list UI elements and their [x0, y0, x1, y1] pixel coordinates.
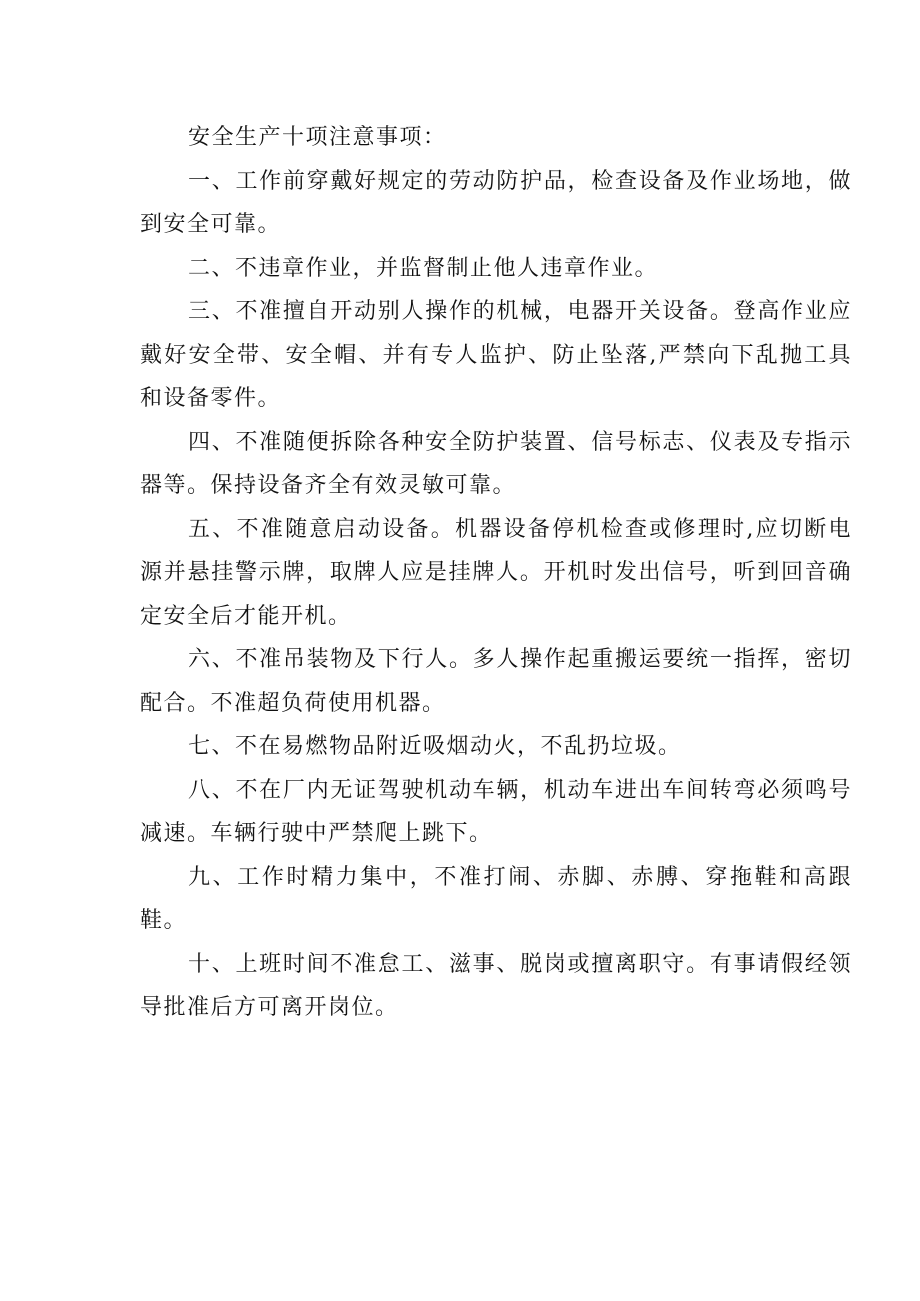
- rule-item-4: 四、不准随便拆除各种安全防护装置、信号标志、仪表及专指示器等。保持设备齐全有效灵敏可靠。: [140, 429, 852, 498]
- rule-item-6: 六、不准吊装物及下行人。多人操作起重搬运要统一指挥，密切配合。不准超负荷使用机器。: [140, 647, 852, 716]
- document-title: 安全生产十项注意事项：: [188, 125, 447, 150]
- rule-item-5: 五、不准随意启动设备。机器设备停机检查或修理时,应切断电源并悬挂警示牌，取牌人应是挂牌人。开机时发出信号，听到回音确定安全后才能开机。: [140, 516, 852, 629]
- rule-item-3: 三、不准擅自开动别人操作的机械，电器开关设备。登高作业应戴好安全带、安全帽、并有专人监护、防止坠落,严禁向下乱抛工具和设备零件。: [140, 299, 852, 411]
- rule-item-9: 九、工作时精力集中，不准打闹、赤脚、赤膊、穿拖鞋和高跟鞋。: [140, 864, 852, 933]
- rule-item-8: 八、不在厂内无证驾驶机动车辆，机动车进出车间转弯必须鸣号减速。车辆行驶中严禁爬上跳下。: [140, 777, 852, 846]
- rule-item-7: 七、不在易燃物品附近吸烟动火，不乱扔垃圾。: [188, 734, 682, 759]
- document-body: [140, 116, 852, 1030]
- rule-item-1: 一、工作前穿戴好规定的劳动防护品，检查设备及作业场地，做到安全可靠。: [140, 168, 852, 237]
- rule-item-2: 二、不违章作业，并监督制止他人违章作业。: [188, 255, 659, 281]
- rule-item-10: 十、上班时间不准怠工、滋事、脱岗或擅离职守。有事请假经领导批准后方可离开岗位。: [140, 951, 852, 1020]
